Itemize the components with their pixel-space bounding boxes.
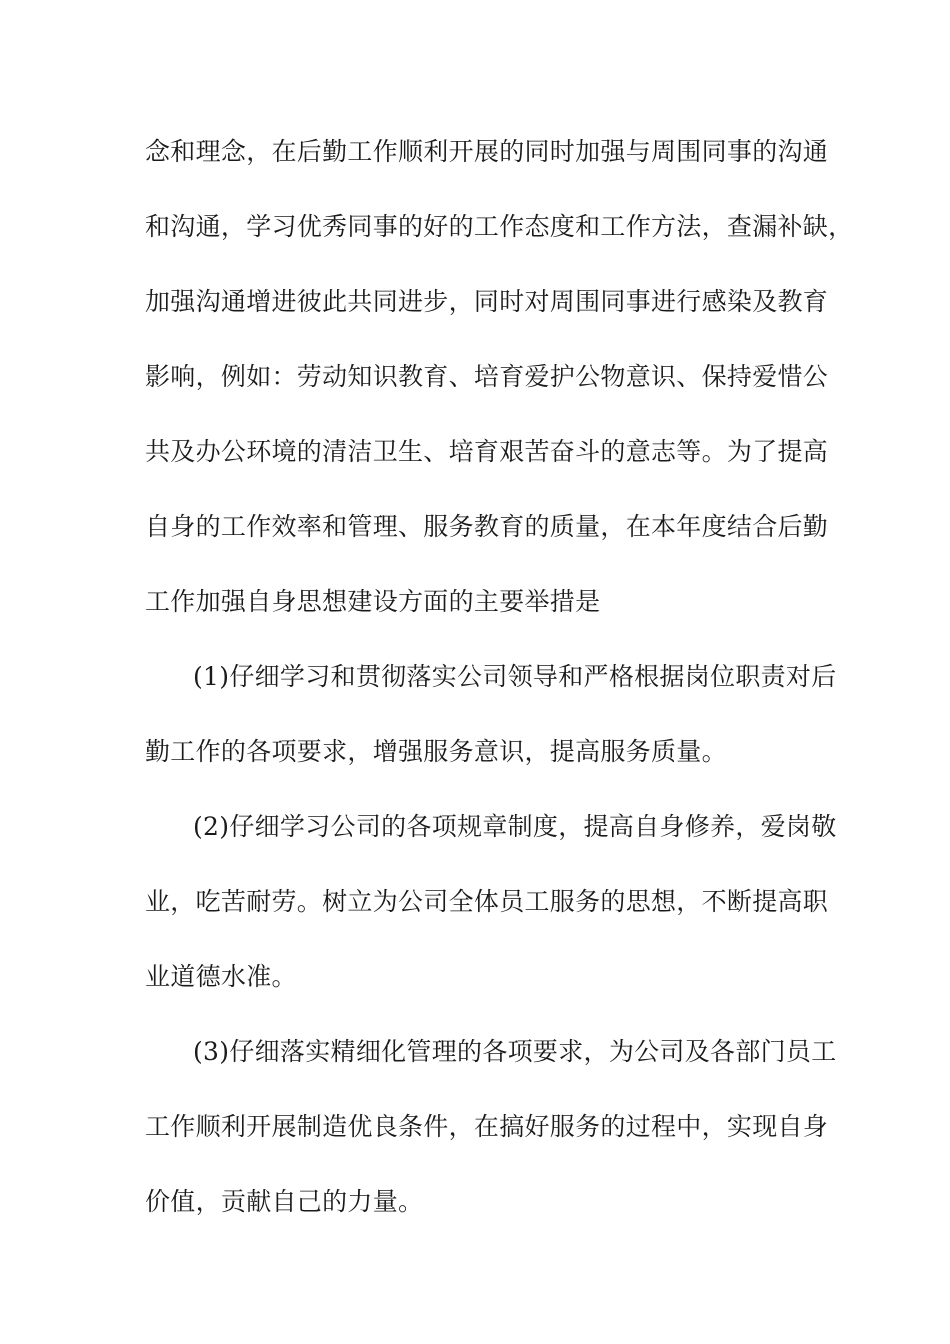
text-line-6: 自身的工作效率和管理、服务教育的质量，在本年度结合后勤 — [145, 512, 829, 541]
list-item-3-line-3: 价值，贡献自己的力量。 — [145, 1187, 424, 1216]
text-line-3: 加强沟通增进彼此共同进步，同时对周围同事进行感染及教育 — [145, 287, 829, 316]
list-item-3-line-2: 工作顺利开展制造优良条件，在搞好服务的过程中，实现自身 — [145, 1112, 829, 1141]
text-line-5: 共及办公环境的清洁卫生、培育艰苦奋斗的意志等。为了提高 — [145, 437, 829, 466]
text-line-1: 念和理念，在后勤工作顺利开展的同时加强与周围同事的沟通 — [145, 137, 829, 166]
list-item-2-line-1: (2)仔细学习公司的各项规章制度，提高自身修养，爱岗敬 — [193, 812, 837, 841]
list-item-1-line-2: 勤工作的各项要求，增强服务意识，提高服务质量。 — [145, 737, 727, 766]
list-item-3-line-1: (3)仔细落实精细化管理的各项要求，为公司及各部门员工 — [193, 1037, 837, 1066]
text-line-7: 工作加强自身思想建设方面的主要举措是 — [145, 587, 601, 616]
text-line-2: 和沟通，学习优秀同事的好的工作态度和工作方法，查漏补缺， — [145, 212, 854, 241]
list-item-2-line-2: 业，吃苦耐劳。树立为公司全体员工服务的思想，不断提高职 — [145, 887, 829, 916]
list-item-2-line-3: 业道德水准。 — [145, 962, 297, 991]
text-line-4: 影响，例如：劳动知识教育、培育爱护公物意识、保持爱惜公 — [145, 362, 829, 391]
list-item-1-line-1: (1)仔细学习和贯彻落实公司领导和严格根据岗位职责对后 — [193, 662, 837, 691]
